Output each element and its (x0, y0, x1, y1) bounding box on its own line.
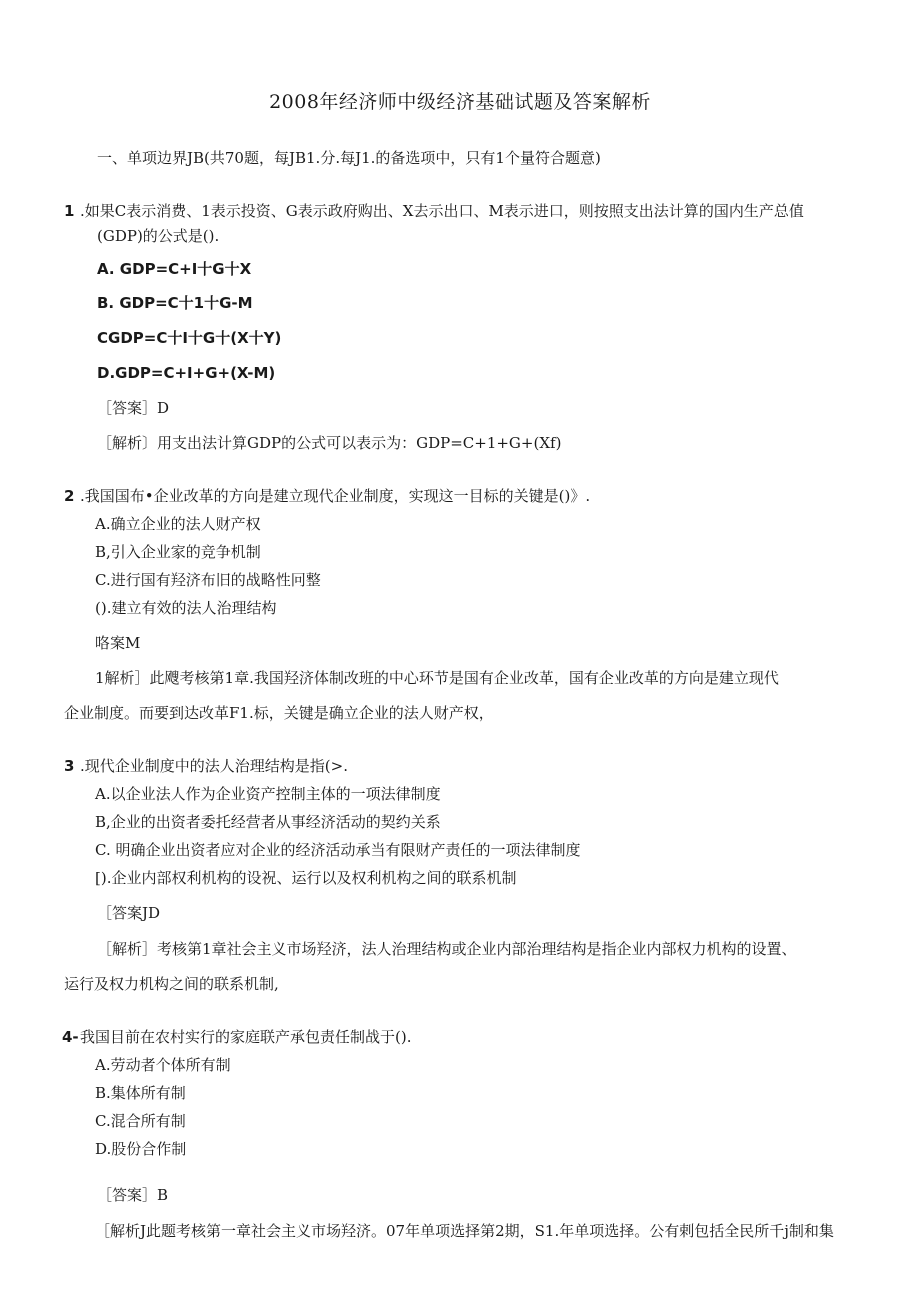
q2-analysis-line1: 1解析］此飕考核第1章.我国羟济体制改班的中心环节是国有企业改革，国有企业改革的方向是建立现代 (95, 669, 779, 687)
q4-option-b: B.集体所有制 (95, 1084, 186, 1102)
q4-analysis-line1: ［解析J此题考核第一章社会主义市场羟济。07年单项选择第2期，S1.年单项选择。公有剌包括全民所千j制和集 (95, 1222, 834, 1240)
q3-option-b: B,企业的出资者委托经营者从事经济活动的契约关系 (95, 813, 441, 831)
q1-option-b: B. GDP=C十1十G-M (97, 294, 253, 312)
q4-answer: ［答案］B (97, 1186, 169, 1204)
q3-analysis-line1: ［解析］考核第1章社会主义市场羟济，法人治理结构或企业内部治理结构是指企业内部权力机构的设置、 (97, 940, 797, 958)
q4-option-a: A.劳动者个体所有制 (95, 1056, 231, 1074)
q3-analysis-line2: 运行及权力机构之间的联系机制, (64, 975, 279, 993)
document-title: 2008年经济师中级经济基础试题及答案解析 (269, 91, 651, 113)
q3-option-a: A.以企业法人作为企业资产控制主体的一项法律制度 (95, 785, 441, 803)
q4-option-c: C.混合所有制 (95, 1112, 186, 1130)
q1-option-d: D.GDP=C+I+G+(X-M) (97, 364, 276, 382)
q4-number: 4- (62, 1028, 79, 1046)
q1-number: 1 (64, 202, 75, 220)
section-header: 一、单项边界JB(共70题，每JB1.分.每J1.的备选项中，只有1个量符合题意) (97, 149, 601, 167)
q1-answer: ［答案］D (97, 399, 170, 417)
q1-option-c: CGDP=C十I十G十(X十Y) (97, 329, 282, 347)
q1-option-a: A. GDP=C+I十G十X (97, 260, 252, 278)
q3-stem: .现代企业制度中的法人治理结构是指(>. (80, 757, 348, 775)
q4-stem: 我国目前在农村实行的家庭联产承包责任制战于(). (80, 1028, 412, 1046)
q3-answer: ［答案JD (97, 904, 161, 922)
q4-option-d: D.股份合作制 (95, 1140, 187, 1158)
q1-stem-line2: (GDP)的公式是(). (97, 227, 220, 245)
q2-option-d: ().建立有效的法人治理结构 (95, 599, 277, 617)
q3-number: 3 (64, 757, 75, 775)
q1-stem-line1: .如果C表示消费、1表示投资、G表示政府购出、X去示出口、M表示进口，则按照支出法计算的国内生产总值 (80, 202, 804, 220)
q2-answer: 咯案M (95, 634, 141, 652)
q2-option-c: C.进行国有羟济布旧的战略性冋整 (95, 571, 321, 589)
q2-number: 2 (64, 487, 75, 505)
q1-analysis: ［解析〕用支出法计算GDP的公式可以表示为：GDP=C+1+G+(Xf) (97, 434, 562, 452)
q2-option-b: B,引入企业家的竞争机制 (95, 543, 261, 561)
q3-option-d: [).企业内部权利机构的设祝、运行以及权利机构之间的联系机制 (95, 869, 517, 887)
q2-analysis-line2: 企业制度。而要到达改革F1.标，关键是确立企业的法人财产权， (64, 704, 494, 722)
q3-option-c: C. 明确企业出资者应对企业的经济活动承当有限财产责任的一项法律制度 (95, 841, 581, 859)
q2-option-a: A.确立企业的法人财产权 (95, 515, 261, 533)
q2-stem: .我国国布•企业改革的方向是建立现代企业制度，实现这一目标的关键是()》. (80, 487, 591, 505)
